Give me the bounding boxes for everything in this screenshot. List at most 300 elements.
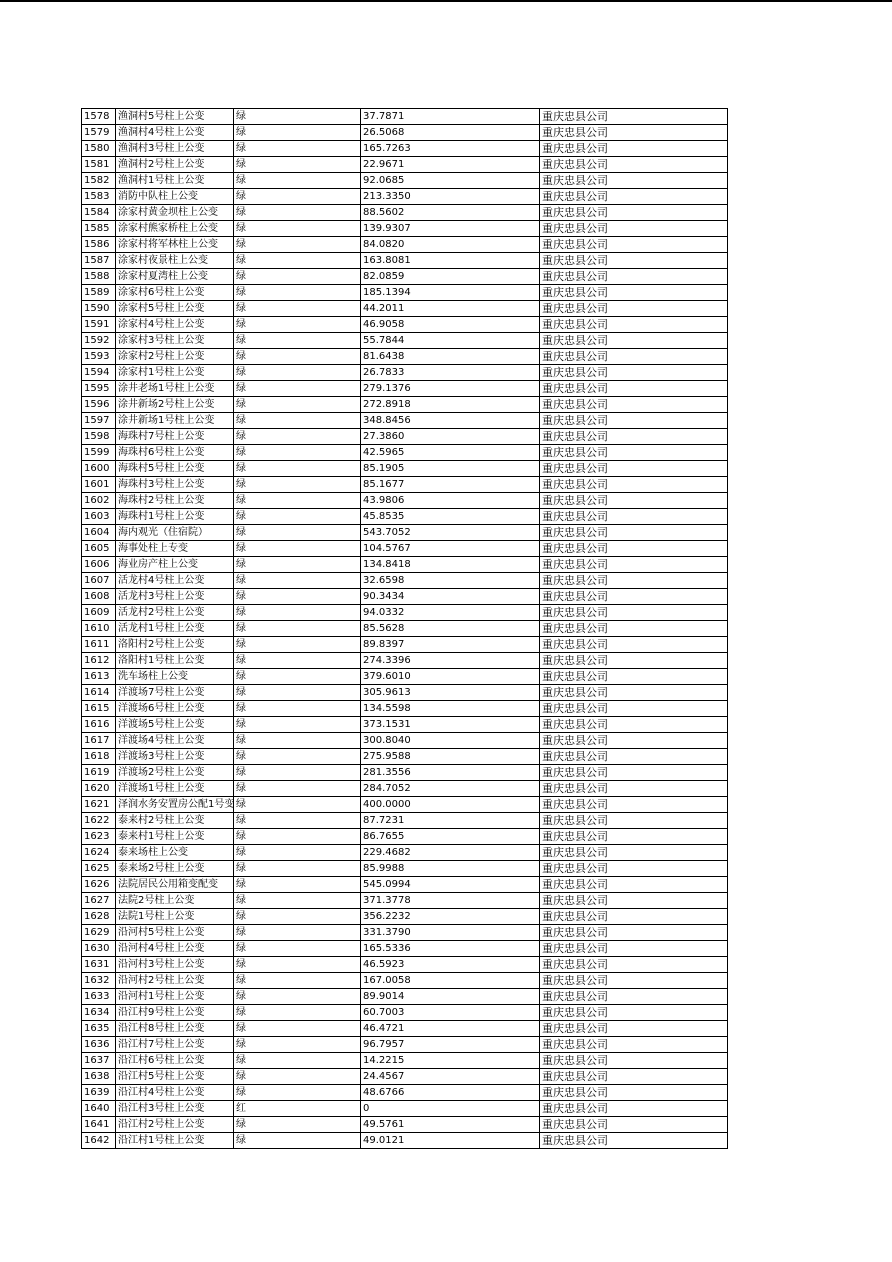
table-row [82,157,728,173]
company-cell: 重庆忠县公司 [540,733,728,749]
value-cell: 46.4721 [361,1021,540,1037]
company-cell: 重庆忠县公司 [540,909,728,925]
value-cell: 46.9058 [361,317,540,333]
status-color-cell: 绿 [234,1053,361,1069]
row-number-cell: 1608 [82,589,116,605]
table-row [82,909,728,925]
value-cell: 379.6010 [361,669,540,685]
status-color-cell: 绿 [234,413,361,429]
transformer-table [81,108,728,1149]
value-cell: 348.8456 [361,413,540,429]
company-cell: 重庆忠县公司 [540,573,728,589]
row-number-cell: 1630 [82,941,116,957]
transformer-name-cell: 洗车场柱上公变 [116,669,234,685]
status-color-cell: 绿 [234,125,361,141]
table-body [82,109,728,1149]
row-number-cell: 1629 [82,925,116,941]
row-number-cell: 1603 [82,509,116,525]
status-color-cell: 绿 [234,621,361,637]
row-number-cell: 1590 [82,301,116,317]
status-color-cell: 绿 [234,605,361,621]
table-row [82,205,728,221]
value-cell: 165.7263 [361,141,540,157]
company-cell: 重庆忠县公司 [540,941,728,957]
company-cell: 重庆忠县公司 [540,237,728,253]
transformer-name-cell: 活龙村4号柱上公变 [116,573,234,589]
row-number-cell: 1639 [82,1085,116,1101]
row-number-cell: 1605 [82,541,116,557]
company-cell: 重庆忠县公司 [540,621,728,637]
row-number-cell: 1627 [82,893,116,909]
value-cell: 42.5965 [361,445,540,461]
status-color-cell: 绿 [234,189,361,205]
company-cell: 重庆忠县公司 [540,1133,728,1149]
value-cell: 44.2011 [361,301,540,317]
value-cell: 85.1677 [361,477,540,493]
transformer-name-cell: 活龙村1号柱上公变 [116,621,234,637]
table-row [82,349,728,365]
company-cell: 重庆忠县公司 [540,317,728,333]
status-color-cell: 绿 [234,829,361,845]
transformer-name-cell: 法院1号柱上公变 [116,909,234,925]
company-cell: 重庆忠县公司 [540,989,728,1005]
row-number-cell: 1618 [82,749,116,765]
status-color-cell: 绿 [234,349,361,365]
row-number-cell: 1609 [82,605,116,621]
row-number-cell: 1635 [82,1021,116,1037]
table-row [82,637,728,653]
table-row [82,861,728,877]
table-row [82,269,728,285]
row-number-cell: 1579 [82,125,116,141]
row-number-cell: 1585 [82,221,116,237]
company-cell: 重庆忠县公司 [540,605,728,621]
company-cell: 重庆忠县公司 [540,797,728,813]
table-row [82,493,728,509]
row-number-cell: 1601 [82,477,116,493]
row-number-cell: 1591 [82,317,116,333]
transformer-name-cell: 涂家村黄金坝柱上公变 [116,205,234,221]
table-row [82,237,728,253]
company-cell: 重庆忠县公司 [540,413,728,429]
company-cell: 重庆忠县公司 [540,669,728,685]
transformer-name-cell: 涂井新场1号柱上公变 [116,413,234,429]
status-color-cell: 绿 [234,301,361,317]
row-number-cell: 1584 [82,205,116,221]
value-cell: 163.8081 [361,253,540,269]
company-cell: 重庆忠县公司 [540,333,728,349]
row-number-cell: 1597 [82,413,116,429]
company-cell: 重庆忠县公司 [540,877,728,893]
row-number-cell: 1615 [82,701,116,717]
company-cell: 重庆忠县公司 [540,1053,728,1069]
value-cell: 400.0000 [361,797,540,813]
company-cell: 重庆忠县公司 [540,477,728,493]
status-color-cell: 绿 [234,765,361,781]
status-color-cell: 绿 [234,1005,361,1021]
status-color-cell: 绿 [234,477,361,493]
transformer-name-cell: 泰来村2号柱上公变 [116,813,234,829]
transformer-name-cell: 沿江村5号柱上公变 [116,1069,234,1085]
table-row [82,397,728,413]
value-cell: 0 [361,1101,540,1117]
status-color-cell: 绿 [234,1037,361,1053]
row-number-cell: 1594 [82,365,116,381]
row-number-cell: 1619 [82,765,116,781]
value-cell: 90.3434 [361,589,540,605]
transformer-name-cell: 沿江村3号柱上公变 [116,1101,234,1117]
status-color-cell: 绿 [234,541,361,557]
row-number-cell: 1624 [82,845,116,861]
value-cell: 94.0332 [361,605,540,621]
transformer-name-cell: 沿江村1号柱上公变 [116,1133,234,1149]
status-color-cell: 红 [234,1101,361,1117]
value-cell: 87.7231 [361,813,540,829]
table-row [82,477,728,493]
company-cell: 重庆忠县公司 [540,125,728,141]
transformer-name-cell: 沿河村4号柱上公变 [116,941,234,957]
transformer-name-cell: 涂家村4号柱上公变 [116,317,234,333]
value-cell: 305.9613 [361,685,540,701]
value-cell: 96.7957 [361,1037,540,1053]
row-number-cell: 1588 [82,269,116,285]
transformer-name-cell: 海业房产柱上公变 [116,557,234,573]
table-row [82,429,728,445]
status-color-cell: 绿 [234,205,361,221]
company-cell: 重庆忠县公司 [540,829,728,845]
transformer-name-cell: 涂家村熊家桥柱上公变 [116,221,234,237]
transformer-name-cell: 沿江村8号柱上公变 [116,1021,234,1037]
table-row [82,957,728,973]
table-row [82,973,728,989]
value-cell: 85.1905 [361,461,540,477]
transformer-name-cell: 渔洞村5号柱上公变 [116,109,234,125]
value-cell: 49.0121 [361,1133,540,1149]
company-cell: 重庆忠县公司 [540,381,728,397]
status-color-cell: 绿 [234,973,361,989]
table-row [82,173,728,189]
value-cell: 213.3350 [361,189,540,205]
status-color-cell: 绿 [234,285,361,301]
status-color-cell: 绿 [234,781,361,797]
row-number-cell: 1638 [82,1069,116,1085]
table-row [82,541,728,557]
table-row [82,221,728,237]
row-number-cell: 1587 [82,253,116,269]
table-row [82,765,728,781]
row-number-cell: 1640 [82,1101,116,1117]
status-color-cell: 绿 [234,877,361,893]
row-number-cell: 1606 [82,557,116,573]
value-cell: 32.6598 [361,573,540,589]
value-cell: 85.9988 [361,861,540,877]
company-cell: 重庆忠县公司 [540,589,728,605]
table-row [82,701,728,717]
status-color-cell: 绿 [234,669,361,685]
company-cell: 重庆忠县公司 [540,141,728,157]
row-number-cell: 1582 [82,173,116,189]
status-color-cell: 绿 [234,157,361,173]
company-cell: 重庆忠县公司 [540,429,728,445]
row-number-cell: 1642 [82,1133,116,1149]
transformer-name-cell: 涂家村夜景柱上公变 [116,253,234,269]
status-color-cell: 绿 [234,397,361,413]
company-cell: 重庆忠县公司 [540,189,728,205]
status-color-cell: 绿 [234,1085,361,1101]
value-cell: 89.9014 [361,989,540,1005]
transformer-name-cell: 渔洞村2号柱上公变 [116,157,234,173]
table-row [82,333,728,349]
company-cell: 重庆忠县公司 [540,493,728,509]
status-color-cell: 绿 [234,1117,361,1133]
row-number-cell: 1612 [82,653,116,669]
transformer-name-cell: 涂家村1号柱上公变 [116,365,234,381]
value-cell: 545.0994 [361,877,540,893]
table-row [82,365,728,381]
status-color-cell: 绿 [234,173,361,189]
table-row [82,381,728,397]
value-cell: 86.7655 [361,829,540,845]
table-row [82,1101,728,1117]
value-cell: 331.3790 [361,925,540,941]
company-cell: 重庆忠县公司 [540,397,728,413]
row-number-cell: 1633 [82,989,116,1005]
table-row [82,445,728,461]
transformer-name-cell: 沿河村1号柱上公变 [116,989,234,1005]
status-color-cell: 绿 [234,589,361,605]
company-cell: 重庆忠县公司 [540,1117,728,1133]
company-cell: 重庆忠县公司 [540,685,728,701]
value-cell: 85.5628 [361,621,540,637]
value-cell: 104.5767 [361,541,540,557]
table-row [82,1117,728,1133]
table-row [82,653,728,669]
status-color-cell: 绿 [234,269,361,285]
company-cell: 重庆忠县公司 [540,541,728,557]
status-color-cell: 绿 [234,925,361,941]
company-cell: 重庆忠县公司 [540,445,728,461]
status-color-cell: 绿 [234,845,361,861]
transformer-name-cell: 洛阳村2号柱上公变 [116,637,234,653]
value-cell: 279.1376 [361,381,540,397]
transformer-name-cell: 泰来村1号柱上公变 [116,829,234,845]
row-number-cell: 1613 [82,669,116,685]
table-row [82,1133,728,1149]
company-cell: 重庆忠县公司 [540,845,728,861]
status-color-cell: 绿 [234,573,361,589]
table-row [82,461,728,477]
status-color-cell: 绿 [234,733,361,749]
status-color-cell: 绿 [234,557,361,573]
company-cell: 重庆忠县公司 [540,957,728,973]
company-cell: 重庆忠县公司 [540,893,728,909]
transformer-name-cell: 海事处柱上专变 [116,541,234,557]
company-cell: 重庆忠县公司 [540,701,728,717]
transformer-name-cell: 涂井老场1号柱上公变 [116,381,234,397]
value-cell: 60.7003 [361,1005,540,1021]
transformer-name-cell: 海珠村3号柱上公变 [116,477,234,493]
row-number-cell: 1617 [82,733,116,749]
value-cell: 185.1394 [361,285,540,301]
value-cell: 274.3396 [361,653,540,669]
row-number-cell: 1599 [82,445,116,461]
status-color-cell: 绿 [234,333,361,349]
company-cell: 重庆忠县公司 [540,253,728,269]
company-cell: 重庆忠县公司 [540,1069,728,1085]
row-number-cell: 1631 [82,957,116,973]
table-row [82,813,728,829]
row-number-cell: 1583 [82,189,116,205]
company-cell: 重庆忠县公司 [540,285,728,301]
value-cell: 373.1531 [361,717,540,733]
value-cell: 134.5598 [361,701,540,717]
status-color-cell: 绿 [234,797,361,813]
value-cell: 27.3860 [361,429,540,445]
status-color-cell: 绿 [234,909,361,925]
row-number-cell: 1600 [82,461,116,477]
row-number-cell: 1586 [82,237,116,253]
company-cell: 重庆忠县公司 [540,221,728,237]
company-cell: 重庆忠县公司 [540,637,728,653]
transformer-name-cell: 泰来场2号柱上公变 [116,861,234,877]
table-row [82,301,728,317]
transformer-name-cell: 沿江村9号柱上公变 [116,1005,234,1021]
table-row [82,509,728,525]
row-number-cell: 1607 [82,573,116,589]
table-row [82,669,728,685]
table-row [82,413,728,429]
table-row [82,893,728,909]
transformer-name-cell: 洋渡场1号柱上公变 [116,781,234,797]
value-cell: 300.8040 [361,733,540,749]
company-cell: 重庆忠县公司 [540,749,728,765]
company-cell: 重庆忠县公司 [540,653,728,669]
status-color-cell: 绿 [234,525,361,541]
transformer-name-cell: 海珠村7号柱上公变 [116,429,234,445]
value-cell: 22.9671 [361,157,540,173]
company-cell: 重庆忠县公司 [540,173,728,189]
company-cell: 重庆忠县公司 [540,365,728,381]
transformer-name-cell: 涂家村3号柱上公变 [116,333,234,349]
transformer-name-cell: 泽润水务安置房公配1号变 [116,797,234,813]
company-cell: 重庆忠县公司 [540,349,728,365]
company-cell: 重庆忠县公司 [540,509,728,525]
transformer-name-cell: 洋渡场5号柱上公变 [116,717,234,733]
table-row [82,589,728,605]
value-cell: 281.3556 [361,765,540,781]
transformer-name-cell: 沿河村5号柱上公变 [116,925,234,941]
table-row [82,1069,728,1085]
row-number-cell: 1622 [82,813,116,829]
company-cell: 重庆忠县公司 [540,461,728,477]
row-number-cell: 1623 [82,829,116,845]
company-cell: 重庆忠县公司 [540,1085,728,1101]
transformer-name-cell: 海珠村6号柱上公变 [116,445,234,461]
value-cell: 55.7844 [361,333,540,349]
transformer-name-cell: 洋渡场7号柱上公变 [116,685,234,701]
value-cell: 43.9806 [361,493,540,509]
row-number-cell: 1595 [82,381,116,397]
table-row [82,621,728,637]
value-cell: 167.0058 [361,973,540,989]
table-row [82,733,728,749]
table-row [82,797,728,813]
value-cell: 26.7833 [361,365,540,381]
table-row [82,1085,728,1101]
table-row [82,877,728,893]
transformer-name-cell: 消防中队柱上公变 [116,189,234,205]
table-row [82,717,728,733]
transformer-name-cell: 涂井新场2号柱上公变 [116,397,234,413]
value-cell: 139.9307 [361,221,540,237]
status-color-cell: 绿 [234,461,361,477]
table-row [82,525,728,541]
table-row [82,1053,728,1069]
table-row [82,749,728,765]
value-cell: 229.4682 [361,845,540,861]
row-number-cell: 1598 [82,429,116,445]
company-cell: 重庆忠县公司 [540,813,728,829]
table-row [82,253,728,269]
table-row [82,781,728,797]
company-cell: 重庆忠县公司 [540,525,728,541]
company-cell: 重庆忠县公司 [540,925,728,941]
company-cell: 重庆忠县公司 [540,717,728,733]
table-row [82,285,728,301]
row-number-cell: 1616 [82,717,116,733]
transformer-name-cell: 海珠村5号柱上公变 [116,461,234,477]
transformer-name-cell: 涂家村夏湾柱上公变 [116,269,234,285]
transformer-name-cell: 海珠村1号柱上公变 [116,509,234,525]
transformer-name-cell: 活龙村2号柱上公变 [116,605,234,621]
row-number-cell: 1626 [82,877,116,893]
status-color-cell: 绿 [234,957,361,973]
transformer-name-cell: 海内观光（住宿院） [116,525,234,541]
transformer-name-cell: 渔洞村1号柱上公变 [116,173,234,189]
transformer-name-cell: 沿江村6号柱上公变 [116,1053,234,1069]
table-row [82,925,728,941]
value-cell: 46.5923 [361,957,540,973]
company-cell: 重庆忠县公司 [540,973,728,989]
table-row [82,989,728,1005]
status-color-cell: 绿 [234,893,361,909]
transformer-name-cell: 活龙村3号柱上公变 [116,589,234,605]
status-color-cell: 绿 [234,445,361,461]
table-row [82,557,728,573]
table-row [82,317,728,333]
table-row [82,573,728,589]
transformer-name-cell: 涂家村2号柱上公变 [116,349,234,365]
status-color-cell: 绿 [234,221,361,237]
company-cell: 重庆忠县公司 [540,1021,728,1037]
row-number-cell: 1611 [82,637,116,653]
transformer-name-cell: 洋渡场2号柱上公变 [116,765,234,781]
status-color-cell: 绿 [234,1069,361,1085]
transformer-name-cell: 法院居民公用箱变配变 [116,877,234,893]
value-cell: 24.4567 [361,1069,540,1085]
company-cell: 重庆忠县公司 [540,765,728,781]
row-number-cell: 1578 [82,109,116,125]
transformer-name-cell: 涂家村5号柱上公变 [116,301,234,317]
row-number-cell: 1620 [82,781,116,797]
table-row [82,189,728,205]
status-color-cell: 绿 [234,141,361,157]
row-number-cell: 1628 [82,909,116,925]
company-cell: 重庆忠县公司 [540,557,728,573]
value-cell: 14.2215 [361,1053,540,1069]
company-cell: 重庆忠县公司 [540,1101,728,1117]
status-color-cell: 绿 [234,109,361,125]
